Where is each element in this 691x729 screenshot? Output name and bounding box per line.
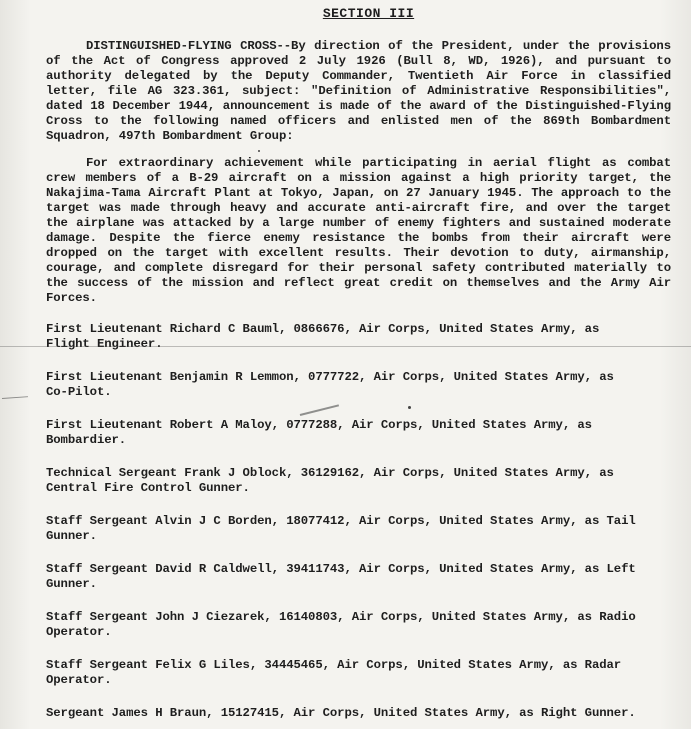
recipient-list [46, 322, 671, 721]
section-heading: SECTION III [322, 6, 415, 21]
recipient-entry: First Lieutenant Robert A Maloy, 0777288, Air Corps, United States Army, as Bombardier. [46, 418, 592, 447]
recipient-entry: Sergeant James H Braun, 15127415, Air Corps, United States Army, as Right Gunner. [46, 706, 636, 720]
intro-paragraph: DISTINGUISHED-FLYING CROSS--By direction of the President, under the provisions of the Act of Congress approved 2 July 1926 (Bull 8, WD, 1926), and pursuant to authority delegated by the Deputy Commander, Twentieth Air Force in classified letter, file AG 323.361, subject: "Definition of Administrative Responsibilities", dated 18 December 1944, announcement is made of the award of the Distinguished-Flying Cross to the following named officers and enlisted men of the 869th Bombardment Squadron, 497th Bombardment Group: [46, 39, 671, 143]
recipient-entry: First Lieutenant Benjamin R Lemmon, 0777722, Air Corps, United States Army, as Co-Pilot. [46, 370, 614, 399]
ink-speck [408, 406, 411, 409]
recipient-entry: Staff Sergeant David R Caldwell, 39411743, Air Corps, United States Army, as Left Gunner. [46, 562, 636, 591]
recipient-entry: Staff Sergeant John J Ciezarek, 16140803, Air Corps, United States Army, as Radio Operator. [46, 610, 636, 639]
pen-scratch-mark [2, 396, 28, 399]
recipient-entry: Technical Sergeant Frank J Oblock, 36129162, Air Corps, United States Army, as Central Fire Control Gunner. [46, 466, 614, 495]
ink-speck [258, 150, 260, 152]
recipient-entry: Staff Sergeant Alvin J C Borden, 18077412, Air Corps, United States Army, as Tail Gunner. [46, 514, 636, 543]
paper-fold-line [0, 346, 691, 347]
recipient-entry: Staff Sergeant Felix G Liles, 34445465, Air Corps, United States Army, as Radar Operator. [46, 658, 622, 687]
recipient-entry: First Lieutenant Richard C Bauml, 0866676, Air Corps, United States Army, as Flight Engineer. [46, 322, 600, 351]
citation-paragraph: For extraordinary achievement while participating in aerial flight as combat crew members of a B-29 aircraft on a mission against a high priority target, the Nakajima-Tama Aircraft Plant at Tokyo, Japan, on 27 January 1945. The approach to the target was made through heavy and accurate anti-aircraft fire, and over the target the airplane was attacked by a large number of enemy fighters and sustained moderate damage. Despite the fierce enemy resistance the bombs from their aircraft were dropped on the target with excellent results. Their devotion to duty, airmanship, courage, and complete disregard for their personal safety contributed materially to the success of the mission and reflect great credit on themselves and the Army Air Forces. [46, 156, 671, 305]
